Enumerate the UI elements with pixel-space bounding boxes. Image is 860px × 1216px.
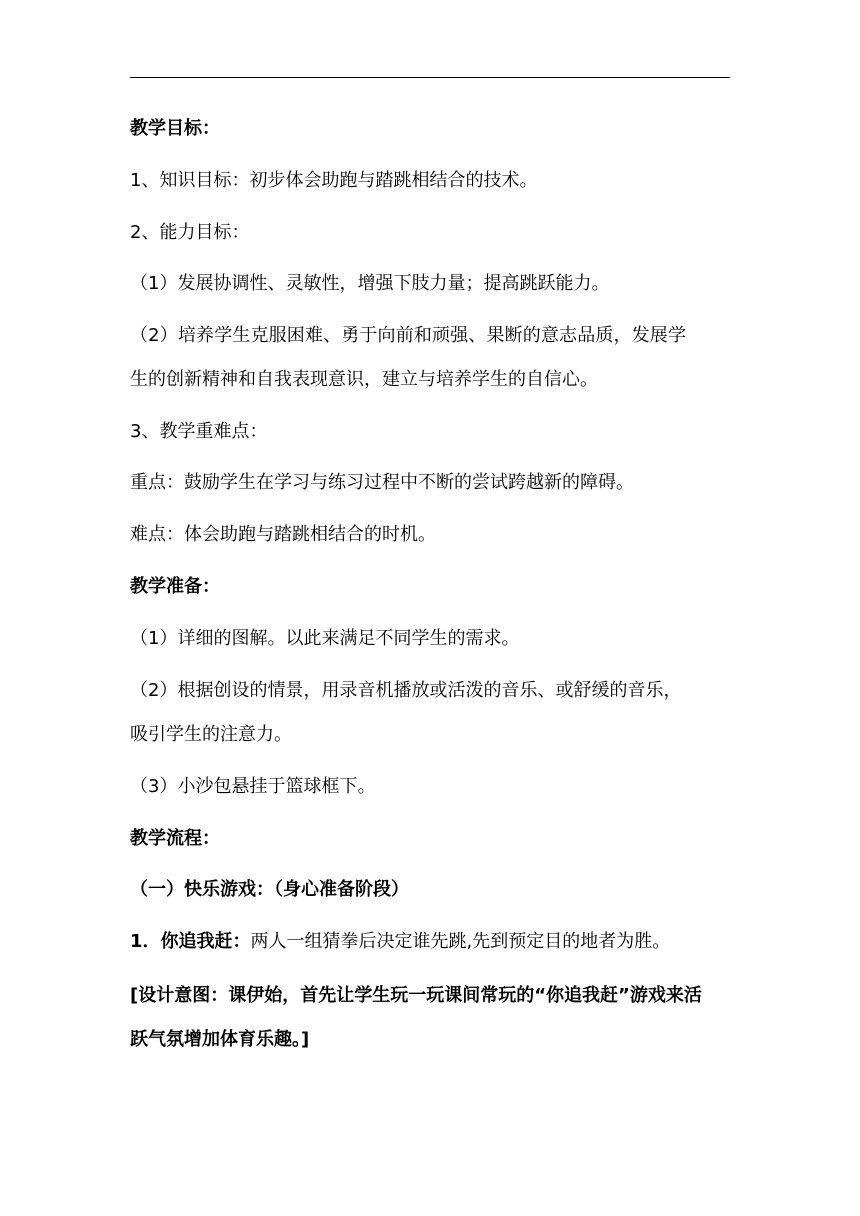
design-intent-line-1: [设计意图：课伊始，首先让学生玩一玩课间常玩的“你追我赶”游戏来活 (130, 985, 702, 1006)
key-difficulty-heading: 3、教学重难点： (130, 421, 268, 442)
game-chase-item (130, 930, 740, 954)
knowledge-goal: 1、知识目标：初步体会助跑与踏跳相结合的技术。 (130, 170, 538, 191)
ability-goal-item-2-line-1: （2）培养学生克服困难、勇于向前和顽强、果断的意志品质，发展学 (130, 325, 687, 346)
prep-item-2-line-2: 吸引学生的注意力。 (130, 724, 292, 745)
heading-teaching-flow: 教学流程： (130, 828, 220, 849)
prep-item-2-line-1: （2）根据创设的情景，用录音机播放或活泼的音乐、或舒缓的音乐， (130, 680, 682, 701)
prep-item-3: （3）小沙包悬挂于篮球框下。 (130, 776, 376, 797)
difficult-point: 难点：体会助跑与踏跳相结合的时机。 (130, 524, 436, 545)
ability-goal-item-1: （1）发展协调性、灵敏性，增强下肢力量；提高跳跃能力。 (130, 273, 610, 294)
ability-goal-heading: 2、能力目标： (130, 222, 250, 243)
design-intent-line-2: 跃气氛增加体育乐趣。] (130, 1029, 310, 1050)
game-chase-title: 1．你追我赶： (130, 931, 251, 952)
key-point: 重点：鼓励学生在学习与练习过程中不断的尝试跨越新的障碍。 (130, 472, 634, 493)
prep-item-1: （1）详细的图解。以此来满足不同学生的需求。 (130, 628, 520, 649)
heading-teaching-goals: 教学目标： (130, 118, 220, 139)
game-chase-description: 两人一组猜拳后决定谁先跳,先到预定目的地者为胜。 (250, 931, 671, 952)
ability-goal-item-2-line-2: 生的创新精神和自我表现意识，建立与培养学生的自信心。 (130, 369, 598, 390)
header-rule (130, 77, 730, 78)
heading-teaching-prep: 教学准备： (130, 576, 220, 597)
flow-section-1-heading: （一）快乐游戏：（身心准备阶段） (130, 879, 409, 900)
